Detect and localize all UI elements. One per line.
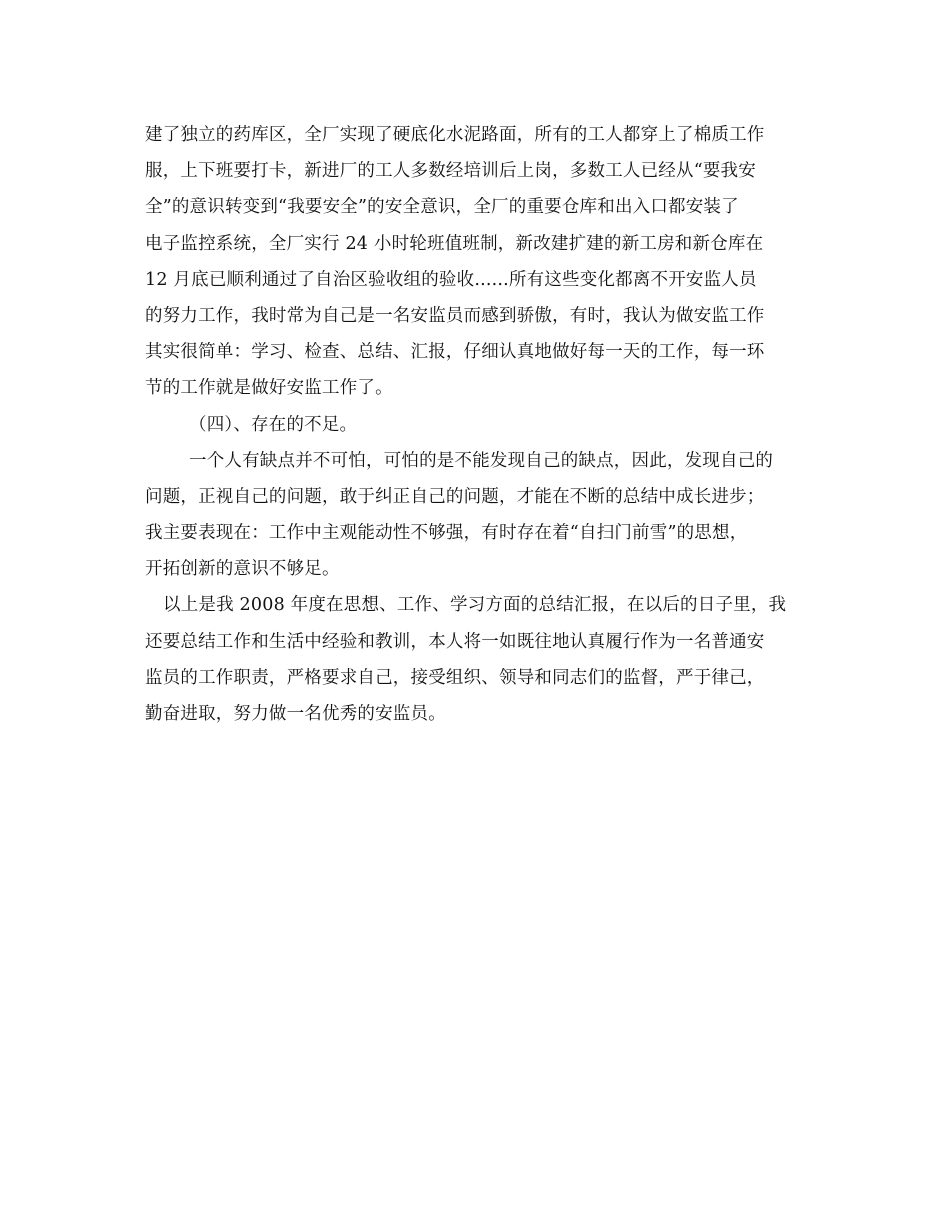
text-line: 问题，正视自己的问题，敢于纠正自己的问题，才能在不断的总结中成长进步； (145, 486, 765, 507)
text-line: 服，上下班要打卡，新进厂的工人多数经培训后上岗，多数工人已经从“要我安 (145, 161, 756, 182)
text-line: 全”的意识转变到“我要安全”的安全意识，全厂的重要仓库和出入口都安装了 (145, 197, 739, 218)
section-heading: （四）、存在的不足。 (189, 414, 358, 435)
text-line: 一个人有缺点并不可怕，可怕的是不能发现自己的缺点，因此，发现自己的 (189, 450, 774, 471)
text-line: 以上是我 2008 年度在思想、工作、学习方面的总结汇报，在以后的日子里，我 (163, 595, 787, 616)
text-line: 电子监控系统，全厂实行 24 小时轮班值班制，新改建扩建的新工房和新仓库在 (145, 233, 764, 254)
text-line: 12 月底已顺利通过了自治区验收组的验收......所有这些变化都离不开安监人员 (145, 269, 757, 290)
document-body (145, 117, 813, 732)
text-line: 监员的工作职责，严格要求自己，接受组织、领导和同志们的监督，严于律己， (145, 667, 765, 688)
text-line: 节的工作就是做好安监工作了。 (145, 378, 393, 399)
text-line: 开拓创新的意识不够足。 (145, 559, 340, 580)
text-line: 还要总结工作和生活中经验和教训，本人将一如既往地认真履行作为一名普通安 (145, 631, 765, 652)
text-line: 的努力工作，我时常为自己是一名安监员而感到骄傲，有时，我认为做安监工作 (145, 305, 765, 326)
text-line: 勤奋进取，努力做一名优秀的安监员。 (145, 704, 446, 724)
text-line: 我主要表现在：工作中主观能动性不够强，有时存在着“自扫门前雪”的思想， (145, 523, 748, 544)
text-line: 建了独立的药库区，全厂实现了硬底化水泥路面，所有的工人都穿上了棉质工作 (145, 125, 765, 145)
text-line: 其实很简单：学习、检查、总结、汇报，仔细认真地做好每一天的工作，每一环 (145, 342, 765, 363)
